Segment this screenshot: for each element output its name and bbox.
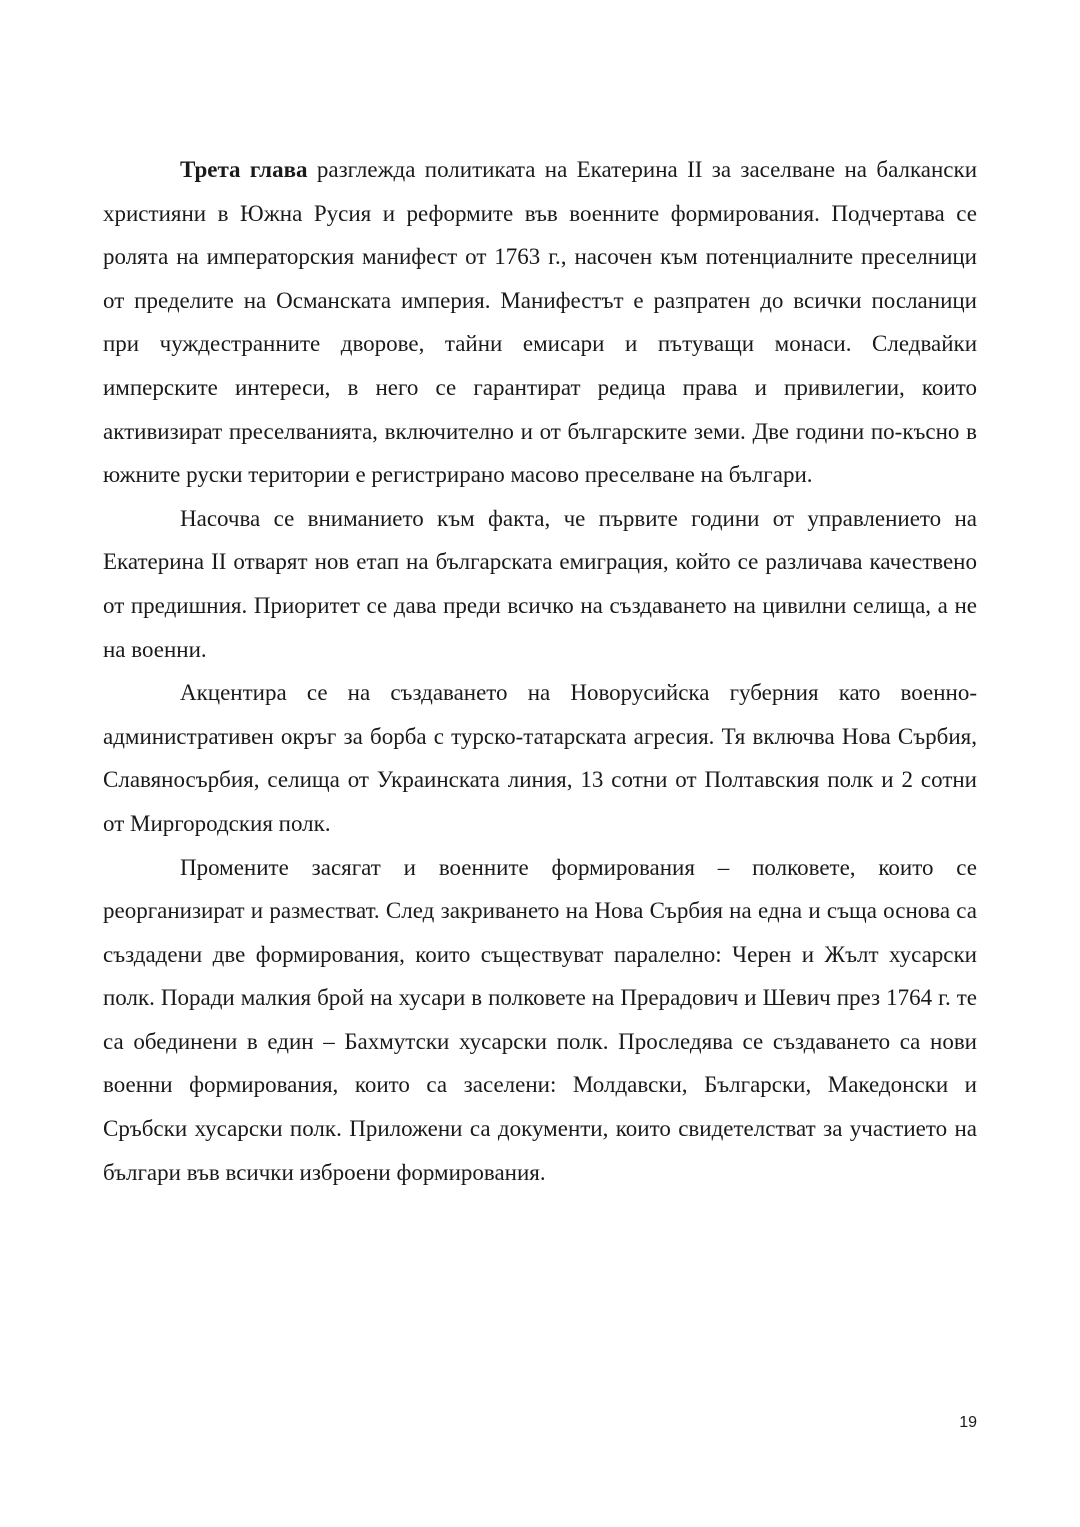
- paragraph-3: [103, 671, 977, 845]
- document-body: [103, 148, 977, 1194]
- paragraph-1-text: разглежда политиката на Екатерина II за заселване на балкански християни в Южна Русия и реформите във военните формирования. Подчертава се ролята на императорския манифест от 1763 г., насочен към потенциалните преселници от пределите на Османската империя. Манифестът е разпратен до всички посланици при чуждестранните дворове, тайни емисари и пътуващи монаси. Следвайки имперските интереси, в него се гарантират редица права и привилегии, които активизират преселванията, включително и от българските земи. Две години по-късно в южните руски територии е регистрирано масово преселване на българи.: [103, 157, 977, 488]
- paragraph-4: [103, 846, 977, 1195]
- paragraph-2: [103, 497, 977, 671]
- page-number: 19: [959, 1414, 977, 1431]
- paragraph-3-text: Акцентира се на създаването на Новорусийска губерния като военно-административен окръг за борба с турско-татарската агресия. Тя включва Нова Сърбия, Славяносърбия, селища от Украинската линия, 13 сотни от Полтавския полк и 2 сотни от Миргородския полк.: [103, 680, 977, 836]
- paragraph-4-text: Промените засягат и военните формирования – полковете, които се реорганизират и разместват. След закриването на Нова Сърбия на една и съща основа са създадени две формирования, които съществуват паралелно: Черен и Жълт хусарски полк. Поради малкия брой на хусари в полковете на Прерадович и Шевич през 1764 г. те са обединени в един – Бахмутски хусарски полк. Проследява се създаването са нови военни формирования, които са заселени: Молдавски, Български, Македонски и Сръбски хусарски полк. Приложени са документи, които свидетелстват за участието на българи във всички изброени формирования.: [103, 854, 977, 1185]
- paragraph-2-text: Насочва се вниманието към факта, че първите години от управлението на Екатерина II отварят нов етап на българската емиграция, който се различава качествено от предишния. Приоритет се дава преди всичко на създаването на цивилни селища, а не на военни.: [103, 505, 977, 662]
- paragraph-1: [103, 148, 977, 497]
- chapter-lead-bold: Трета глава: [180, 157, 308, 182]
